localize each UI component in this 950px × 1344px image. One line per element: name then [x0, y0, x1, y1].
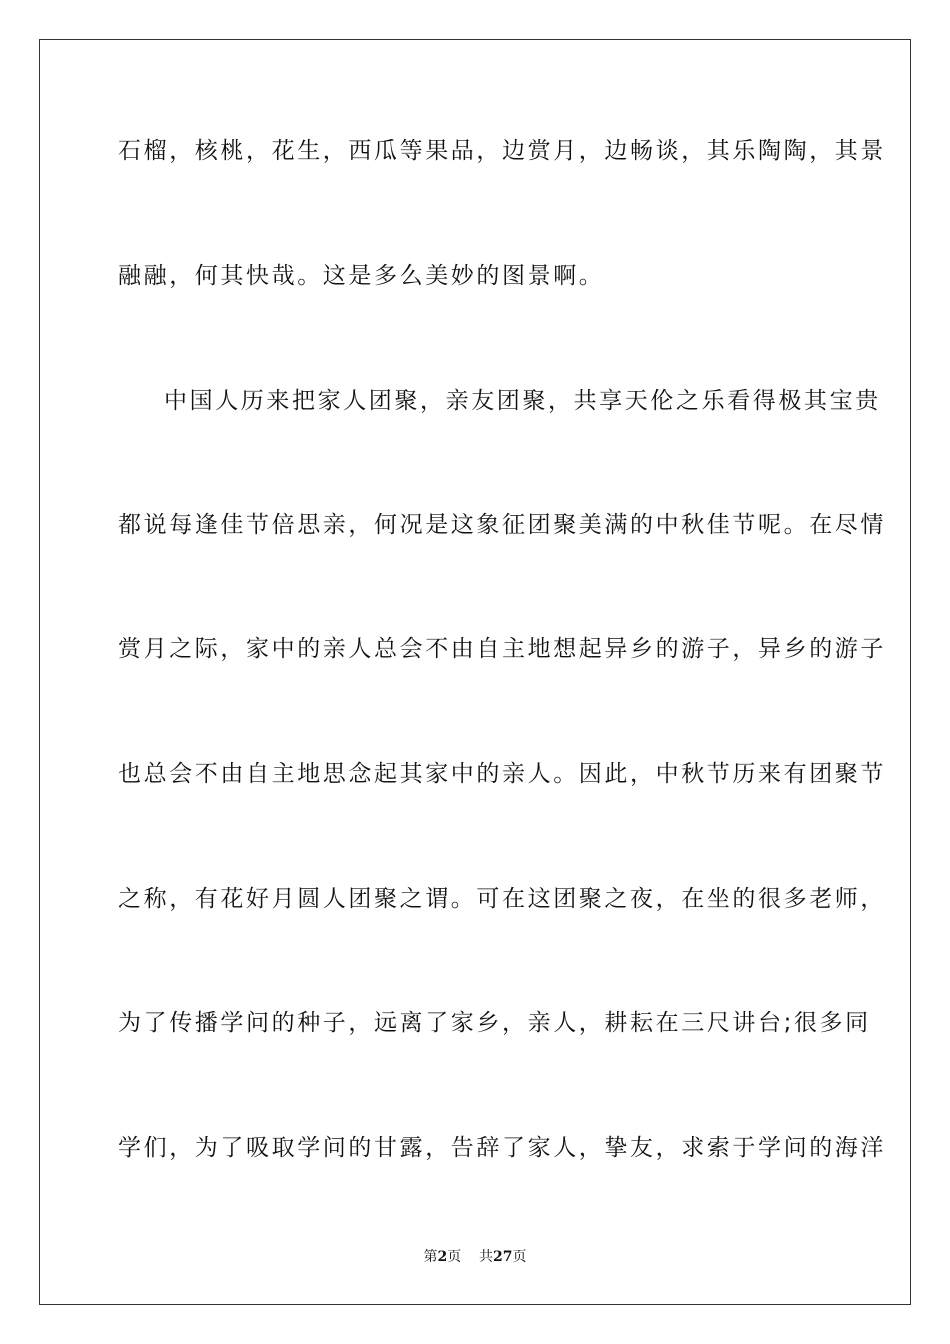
text-line-4: 都说每逢佳节倍思亲，何况是这象征团聚美满的中秋佳节呢。在尽情: [118, 512, 886, 538]
text-line-7: 之称，有花好月圆人团聚之谓。可在这团聚之夜，在坐的很多老师，: [118, 886, 886, 912]
text-line-9: 学们，为了吸取学问的甘露，告辞了家人，挚友，求索于学问的海洋: [118, 1135, 886, 1161]
page-footer: [0, 1246, 950, 1266]
text-line-2: 融融，何其快哉。这是多么美妙的图景啊。: [118, 263, 605, 289]
page-border: [39, 39, 911, 1305]
footer-page-prefix: 第: [423, 1249, 438, 1265]
text-line-5: 赏月之际，家中的亲人总会不由自主地想起异乡的游子，异乡的游子: [118, 636, 886, 662]
footer-total-prefix: 共: [479, 1249, 494, 1265]
text-line-8: 为了传播学问的种子，远离了家乡，亲人，耕耘在三尺讲台;很多同: [118, 1010, 871, 1036]
text-line-1: 石榴，核桃，花生，西瓜等果品，边赏月，边畅谈，其乐陶陶，其景: [118, 138, 886, 164]
footer-page-number: 2: [437, 1249, 448, 1265]
text-line-3: 中国人历来把家人团聚，亲友团聚，共享天伦之乐看得极其宝贵: [164, 388, 881, 414]
footer-total-suffix: 页: [512, 1249, 527, 1265]
text-line-6: 也总会不由自主地思念起其家中的亲人。因此，中秋节历来有团聚节: [118, 761, 886, 787]
footer-page-suffix: 页: [447, 1249, 462, 1265]
footer-total-number: 27: [493, 1249, 513, 1265]
